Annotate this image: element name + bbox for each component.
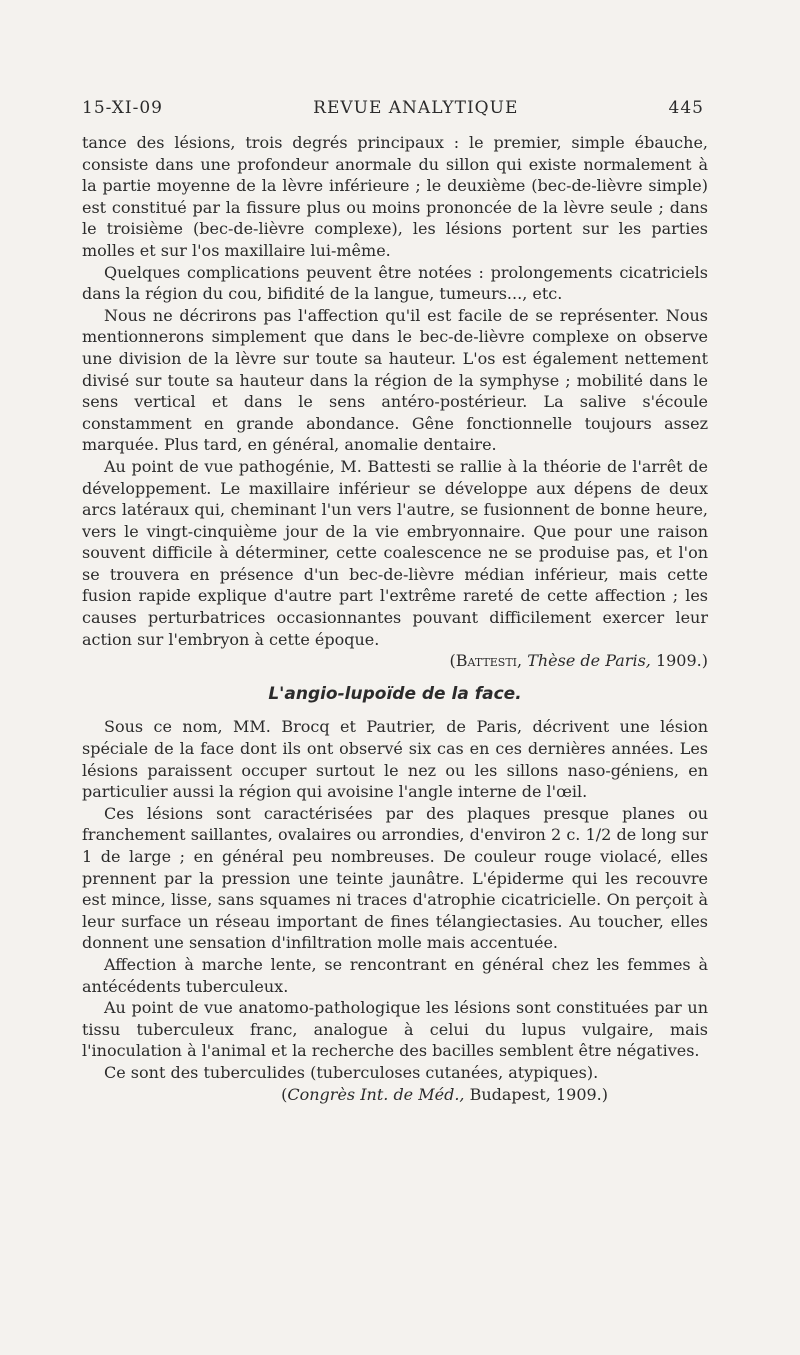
paragraph: Affection à marche lente, se rencontrant en général chez les femmes à antécédents tuberculeux. <box>82 954 708 996</box>
paragraph: Nous ne décrirons pas l'affection qu'il est facile de se représenter. Nous mentionnerons simplement que dans le bec-de-lièvre complexe on observe une division de la lèvre sur toute sa hauteur. L'os est également nettement divisé sur toute sa hauteur dans la région de la symphyse ; mobilité dans le sens vertical et dans le sens antéro-postérieur. La salive s'écoule constamment en grande abondance. Gêne fonctionnelle toujours assez marquée. Plus tard, en général, anomalie dentaire. <box>82 305 708 455</box>
header-title: REVUE ANALYTIQUE <box>313 98 519 118</box>
citation-author: Battesti, <box>455 651 528 671</box>
paragraph: Au point de vue pathogénie, M. Battesti se rallie à la théorie de l'arrêt de développement. Le maxillaire inférieur se développe aux dépens de deux arcs latéraux qui, cheminant l'un vers l'autre, se fusionnent de bonne heure, vers le vingt-cinquième jour de la vie embryonnaire. Que pour une raison souvent difficile à déterminer, cette coalescence ne se produise pas, et l'on se trouvera en présence d'un bec-de-lièvre médian inférieur, mais cette fusion rapide explique d'autre part l'extrême rareté de cette affection ; les causes perturbatrices occasionnantes pouvant difficilement exercer leur action sur l'embryon à cette époque. <box>82 456 708 649</box>
paragraph: tance des lésions, trois degrés principaux : le premier, simple ébauche, consiste dans une profondeur anormale du sillon qui existe normalement à la partie moyenne de la lèvre inférieure ; le deuxième (bec-de-lièvre simple) est constitué par la fissure plus ou moins prononcée de la lèvre seule ; dans le troisième (bec-de-lièvre complexe), les lésions portent sur les parties molles et sur l'os maxillaire lui-même. <box>82 133 708 260</box>
citation-work: Thèse de Paris, <box>527 651 651 671</box>
body-text <box>82 132 708 1105</box>
paragraph: Sous ce nom, MM. Brocq et Pautrier, de Paris, décrivent une lésion spéciale de la face dont ils ont observé six cas en ces dernières années. Les lésions paraissent occuper surtout le nez ou les sillons naso-géniens, en particulier aussi la région qui avoisine l'angle interne de l'œil. <box>82 717 708 802</box>
paragraph: Ces lésions sont caractérisées par des plaques presque planes ou franchement saillantes, ovalaires ou arrondies, d'environ 2 c. 1/2 de long sur 1 de large ; en général peu nombreuses. De couleur rouge violacé, elles prennent par la pression une teinte jaunâtre. L'épiderme qui les recouvre est mince, lisse, sans squames ni traces d'atrophie cicatricielle. On perçoit à leur surface un réseau important de fines télangiectasies. Au toucher, elles donnent une sensation d'infiltration molle mais accentuée. <box>82 803 708 953</box>
paragraph: Ce sont des tuberculides (tuberculoses cutanées, atypiques). <box>104 1062 599 1082</box>
running-header <box>82 98 704 118</box>
page-number: 445 <box>668 98 704 118</box>
citation-work: Congrès Int. de Méd., <box>287 1084 465 1104</box>
paragraph: Au point de vue anatomo-pathologique les lésions sont constituées par un tissu tuberculeux franc, analogue à celui du lupus vulgaire, mais l'inoculation à l'animal et la recherche des bacilles semblent être négatives. <box>82 998 708 1061</box>
citation: (Battesti, Thèse de Paris, 1909.) <box>449 651 708 671</box>
paragraph: Quelques complications peuvent être notées : prolongements cicatriciels dans la région du cou, bifidité de la langue, tumeurs..., etc. <box>82 262 708 304</box>
header-date: 15-XI-09 <box>82 98 163 118</box>
citation: (Congrès Int. de Méd., Budapest, 1909.) <box>281 1084 608 1104</box>
section-heading: L'angio-lupoïde de la face. <box>268 683 522 704</box>
